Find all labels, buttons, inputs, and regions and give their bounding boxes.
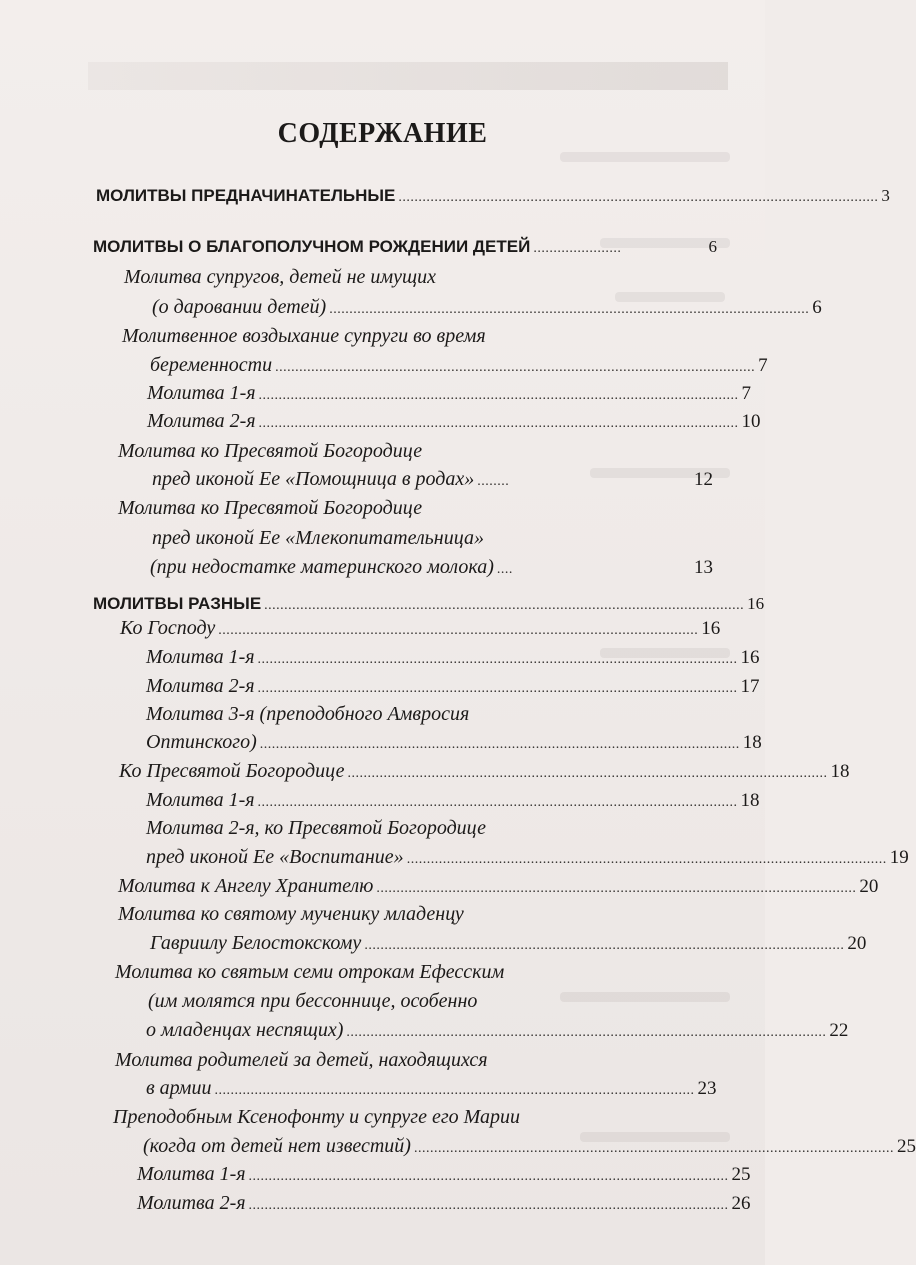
toc-entry (0, 468, 765, 491)
toc-page-number: 19 (889, 847, 909, 868)
toc-entry (0, 410, 765, 433)
toc-entry (0, 382, 765, 405)
toc-entry-title: Молитва родителей за детей, находящихся (115, 1049, 488, 1071)
toc-entry (0, 875, 879, 898)
toc-entry-title: Молитва 2-я (137, 1192, 246, 1214)
toc-entry-title: Молитва 3-я (преподобного Амвросия (146, 703, 470, 725)
toc-entry-title: Молитва 2-я (147, 410, 256, 432)
toc-entry-title: Молитва ко Пресвятой Богородице (118, 440, 423, 462)
toc-entry-title: Ко Господу (120, 617, 216, 639)
toc-entry-title: беременности (150, 354, 273, 376)
toc-page-number: 13 (694, 557, 713, 578)
toc-entry-title: Молитва 1-я (137, 1163, 246, 1185)
toc-entry (0, 646, 765, 669)
leader-dots: ........................................................................................................................ (257, 795, 738, 810)
toc-entry (0, 617, 765, 640)
toc-section (0, 237, 765, 257)
leader-dots: ........................................................................................................................ (248, 1169, 729, 1184)
toc-page-number: 25 (731, 1164, 751, 1185)
toc-page-number: 12 (694, 469, 713, 490)
toc-page-number: 7 (741, 383, 752, 404)
toc-entry-title: в армии (146, 1077, 212, 1099)
toc-page-number: 6 (708, 237, 717, 256)
toc-page-number: 10 (741, 411, 761, 432)
leader-dots: ........................................................................................................................ (398, 190, 879, 205)
toc-section (0, 186, 890, 206)
toc-entry-title: Гавриилу Белостокскому (150, 932, 362, 954)
toc-entry (0, 354, 768, 377)
toc-entry-title: Молитва ко святому мученику младенцу (118, 903, 464, 925)
leader-dots: ........................................................................................................................ (248, 1198, 729, 1213)
leader-dots: ........................................................................................................................ (264, 598, 745, 613)
toc-page-number: 16 (747, 594, 765, 613)
leader-dots: ........................................................................................................................ (346, 1025, 827, 1040)
toc-page-number: 17 (740, 676, 760, 697)
toc-entry (0, 675, 765, 698)
toc-entry (0, 731, 765, 754)
leader-dots: ........................................................................................................................ (214, 1083, 695, 1098)
toc-entry-title: пред иконой Ее «Воспитание» (146, 846, 404, 868)
toc-entry-title: Молитва 1-я (147, 382, 256, 404)
toc-entry (0, 760, 850, 783)
toc-page-number: 25 (896, 1136, 916, 1157)
toc-section-title: МОЛИТВЫ ПРЕДНАЧИНАТЕЛЬНЫЕ (96, 186, 396, 205)
leader-dots: .... (496, 562, 513, 577)
leader-dots: ........................................................................................................................ (259, 737, 740, 752)
toc-entry-title: о младенцах неспящих) (146, 1019, 344, 1041)
leader-dots: ........................................................................................................................ (364, 938, 845, 953)
toc-entry (0, 296, 822, 319)
leader-dots: ........ (477, 474, 510, 489)
leader-dots: ........................................................................................................................ (413, 1141, 894, 1156)
toc-entry-title: Молитва 2-я, ко Пресвятой Богородице (146, 817, 487, 839)
toc-entry-title: Молитва супругов, детей не имущих (124, 266, 437, 288)
toc-page-number: 6 (812, 297, 822, 318)
toc-entry (0, 789, 765, 812)
toc-entry-title: Молитва 2-я (146, 675, 255, 697)
toc-entry (0, 556, 765, 579)
leader-dots: ........................................................................................................................ (376, 881, 857, 896)
toc-entry (0, 846, 909, 869)
toc-page-number: 20 (847, 933, 867, 954)
toc-page-number: 18 (740, 790, 760, 811)
toc-entry-title: Молитва 1-я (146, 646, 255, 668)
toc-section-title: МОЛИТВЫ РАЗНЫЕ (93, 594, 262, 613)
page-title: СОДЕРЖАНИЕ (277, 118, 488, 149)
toc-entry (0, 1077, 765, 1100)
leader-dots: ........................................................................................................................ (258, 388, 739, 403)
toc-entry (0, 1192, 765, 1215)
leader-dots: ...................... (533, 241, 622, 256)
leader-dots: ........................................................................................................................ (329, 302, 810, 317)
leader-dots: ........................................................................................................................ (258, 416, 739, 431)
toc-page-number: 16 (701, 618, 721, 639)
toc-entry-title: (им молятся при бессоннице, особенно (148, 990, 478, 1012)
toc-entry-title: Молитва 1-я (146, 789, 255, 811)
toc-entry-title: (о даровании детей) (152, 296, 327, 318)
leader-dots: ........................................................................................................................ (257, 681, 738, 696)
leader-dots: ........................................................................................................................ (406, 852, 887, 867)
toc-page-number: 3 (881, 186, 890, 205)
toc-entry-title: Молитвенное воздыхание супруги во время (122, 325, 486, 347)
toc-entry-title: Молитва ко Пресвятой Богородице (118, 497, 423, 519)
toc-entry-title: Оптинского) (146, 731, 257, 753)
toc-page-number: 7 (758, 355, 768, 376)
leader-dots: ........................................................................................................................ (275, 360, 756, 375)
toc-entry-title: Преподобным Ксенофонту и супруге его Марии (113, 1106, 521, 1128)
toc-page-number: 18 (830, 761, 850, 782)
toc-page-number: 23 (697, 1078, 717, 1099)
toc-entry-title: (при недостатке материнского молока) (150, 556, 494, 578)
toc-entry-title: Молитва к Ангелу Хранителю (118, 875, 374, 897)
toc-entry (0, 1019, 849, 1042)
toc-entry (0, 1163, 765, 1186)
toc-page-number: 20 (859, 876, 879, 897)
toc-entry (0, 932, 867, 955)
toc-section (0, 594, 765, 614)
toc-section-title: МОЛИТВЫ О БЛАГОПОЛУЧНОМ РОЖДЕНИИ ДЕТЕЙ (93, 237, 531, 256)
leader-dots: ........................................................................................................................ (257, 652, 738, 667)
toc-page-number: 22 (829, 1020, 849, 1041)
toc-entry-title: пред иконой Ее «Помощница в родах» (152, 468, 475, 490)
toc-page-number: 16 (740, 647, 760, 668)
toc-entry-title: (когда от детей нет известий) (143, 1135, 411, 1157)
toc-page-number: 18 (742, 732, 762, 753)
toc-entry-title: Ко Пресвятой Богородице (119, 760, 345, 782)
toc-entry-title: Молитва ко святым семи отрокам Ефесским (115, 961, 505, 983)
toc-page-number: 26 (731, 1193, 751, 1214)
toc-entry (0, 1135, 916, 1158)
leader-dots: ........................................................................................................................ (218, 623, 699, 638)
toc-entry-title: пред иконой Ее «Млекопитательница» (152, 527, 484, 549)
leader-dots: ........................................................................................................................ (347, 766, 828, 781)
